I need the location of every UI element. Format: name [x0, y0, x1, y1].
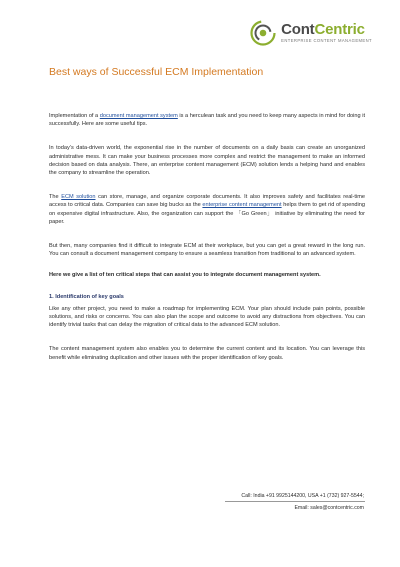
footer-contact: [241, 490, 364, 514]
contcentric-logo[interactable]: [250, 20, 372, 46]
paragraph-ecm-solution: [49, 193, 365, 226]
text-span: is a herculean task and you need to keep many aspects in mind for doing it successfully. Here are some useful tips.: [49, 113, 365, 128]
ecm-solution-link[interactable]: ECM solution: [61, 194, 96, 201]
text-span: The: [49, 194, 62, 201]
page-title: Best ways of Successful ECM Implementation: [49, 66, 264, 78]
paragraph-ten-steps: Here we give a list of ten critical steps that can assist you to integrate document management system.: [49, 272, 321, 279]
concentric-rings-icon: [250, 20, 276, 46]
document-body: [49, 112, 365, 362]
paragraph-intro: [49, 112, 365, 128]
section-heading-key-goals: 1. Identification of key goals: [49, 293, 124, 300]
brand-name: [281, 22, 372, 37]
text-span: Implementation of a: [49, 113, 100, 119]
paragraph-content-location: The content management system also enables you to determine the current content and its location. You can leverage this benefit while eliminating duplication and other issues with the proper identification of key goals.: [49, 346, 365, 361]
enterprise-content-management-link[interactable]: enterprise content management: [202, 202, 282, 209]
text-span: can store, manage, and organize corporate documents. It also improves safety and facilitates real-time access to critical data. Companies can save big bucks as the: [49, 194, 365, 209]
paragraph-integration: But then, many companies find it difficult to integrate ECM at their workplace, but you can get a great reward in the long run. You can consult a document management company to ensure a seamless transition from traditional to an advanced system.: [49, 243, 365, 258]
footer-email[interactable]: Email: sales@contcentric.com: [294, 505, 364, 511]
text-span: helps them to get rid of spending on expensive digital infrastructure. Also, the organization can support the 「Go Green」 initiative by eliminating the need for paper.: [49, 202, 366, 225]
brand-name-part2: Centric: [314, 21, 365, 39]
brand-name-part1: Cont: [281, 21, 315, 39]
footer-call: Call: India +91 9925144200, USA +1 (732) 927-5544;: [241, 493, 364, 499]
document-management-system-link[interactable]: document management system: [99, 113, 178, 119]
brand-tagline: ENTERPRISE CONTENT MANAGEMENT: [281, 38, 372, 44]
paragraph-roadmap: Like any other project, you need to make a roadmap for implementing ECM. Your plan should include pain points, possible solutions, and risks or concerns. You can also plan the scope and outcome to avoid any distractions from objectives. You can identify trivial tasks that can delay the migration of critical data to the advanced ECM solution.: [49, 305, 365, 329]
paragraph-data-driven: In today’s data-driven world, the exponential rise in the number of documents on a daily basis can create an unorganized administrative mess. It can make your business processes more complex and restrict the management to make an informed decision based on data analysis. There, an enterprise content management (ECM) solution lends a helping hand and enables the company to streamline the operation.: [49, 145, 365, 177]
